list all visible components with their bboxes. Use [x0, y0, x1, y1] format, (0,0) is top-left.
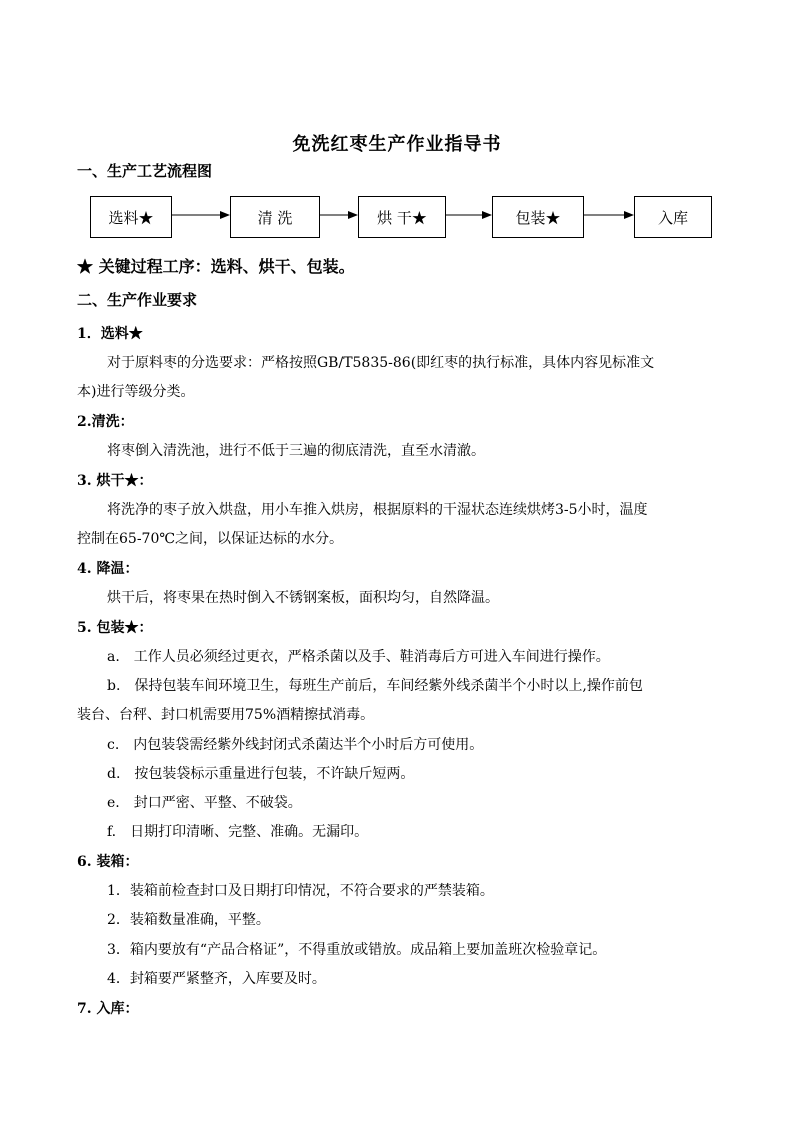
list-item: 1．装箱前检查封口及日期打印情况，不符合要求的严禁装箱。 [107, 883, 494, 899]
list-item: 4．封箱要严紧整齐，入库要及时。 [107, 971, 326, 987]
item-title-drying: 3. 烘干★： [77, 473, 153, 489]
list-item: 3．箱内要放有“产品合格证”，不得重放或错放。成品箱上要加盖班次检验章记。 [107, 942, 607, 958]
item-text: 将洗净的枣子放入烘盘，用小车推入烘房，根据原料的干湿状态连续烘烤3-5小时，温度 [107, 502, 648, 518]
item-text: 烘干后，将枣果在热时倒入不锈钢案板，面积均匀，自然降温。 [107, 590, 499, 606]
item-title-selection: 1．选料★ [77, 326, 143, 342]
flow-step-storage: 入库 [634, 196, 712, 238]
section-heading-process-flow: 一、生产工艺流程图 [77, 162, 213, 180]
list-item: e. 封口严密、平整、不破袋。 [107, 795, 302, 811]
list-item: 2．装箱数量准确，平整。 [107, 912, 270, 928]
item-title-boxing: 6. 装箱： [77, 854, 139, 870]
flow-arrow [320, 214, 358, 216]
item-text: 将枣倒入清洗池，进行不低于三遍的彻底清洗，直至水清澈。 [107, 443, 485, 459]
list-item: d. 按包装袋标示重量进行包装，不许缺斤短两。 [107, 766, 415, 782]
item-text: 本)进行等级分类。 [77, 384, 195, 400]
section-heading-requirements: 二、生产作业要求 [77, 291, 198, 309]
list-item: f. 日期打印清晰、完整、准确。无漏印。 [107, 824, 369, 840]
flow-arrow [172, 214, 230, 216]
item-title-cooling: 4. 降温： [77, 561, 139, 577]
flow-arrow [584, 214, 634, 216]
flow-arrow [446, 214, 492, 216]
list-item: c. 内包装袋需经紫外线封闭式杀菌达半个小时后方可使用。 [107, 737, 484, 753]
flow-step-selection: 选料★ [90, 196, 172, 238]
item-title-packaging: 5. 包装★： [77, 620, 153, 636]
item-title-washing: 2.清洗： [77, 414, 134, 430]
list-item-continuation: 装台、台秤、封口机需要用75%酒精擦拭消毒。 [77, 707, 375, 723]
key-process-note: ★ 关键过程工序：选料、烘干、包装。 [77, 257, 355, 276]
list-item: a. 工作人员必须经过更衣，严格杀菌以及手、鞋消毒后方可进入车间进行操作。 [107, 649, 610, 665]
flow-step-washing: 清 洗 [230, 196, 320, 238]
item-text: 对于原料枣的分选要求：严格按照GB/T5835-86(即红枣的执行标准，具体内容见标准文 [107, 355, 655, 371]
page-title: 免洗红枣生产作业指导书 [292, 134, 502, 155]
list-item: b. 保持包装车间环境卫生，每班生产前后，车间经紫外线杀菌半个小时以上,操作前包 [107, 678, 643, 694]
flow-step-drying: 烘 干★ [358, 196, 446, 238]
item-title-storage: 7. 入库： [77, 1001, 139, 1017]
item-text: 控制在65-70℃之间，以保证达标的水分。 [77, 531, 344, 547]
flow-step-packaging: 包装★ [492, 196, 584, 238]
